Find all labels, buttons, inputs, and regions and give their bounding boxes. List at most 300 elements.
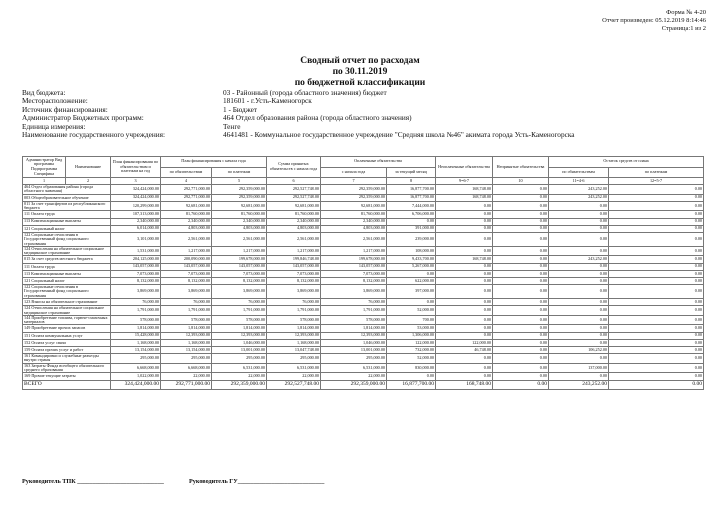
row-value: 700.00 [387, 315, 436, 325]
row-value: 8,132,000.00 [267, 277, 321, 284]
row-value: 292,359,000.00 [212, 184, 267, 194]
row-value: 12,393,000.00 [161, 332, 212, 339]
row-value: 0.00 [493, 263, 549, 270]
row-value: 7,444,000.00 [387, 201, 436, 211]
row-value: 13,154,000.00 [161, 346, 212, 353]
row-value: 9,433,700.00 [387, 256, 436, 263]
row-value: 0.00 [549, 325, 609, 332]
row-value: 0.00 [609, 339, 704, 346]
head-name: Наименование [66, 157, 111, 178]
row-value: 12,393,000.00 [212, 332, 267, 339]
row-value: 0.00 [493, 346, 549, 353]
row-value: 1,791,000.00 [161, 306, 212, 316]
column-number: 11=4-6 [549, 178, 609, 185]
row-value: 0.00 [387, 270, 436, 277]
row-value: 0.00 [493, 218, 549, 225]
row-value: 0.00 [436, 299, 493, 306]
head-rest-obligations: по обязательствам [549, 167, 609, 178]
row-value: 2,340,000.00 [161, 218, 212, 225]
row-value: 1,168,000.00 [161, 339, 212, 346]
row-value: 1,306,000.00 [387, 332, 436, 339]
row-value: 6,531,000.00 [212, 363, 267, 373]
row-value: 0.00 [387, 373, 436, 380]
row-value: 81,760,000.00 [212, 211, 267, 218]
table-row [23, 339, 704, 346]
row-value: 243,252.00 [549, 194, 609, 201]
row-value: 16,877,700.00 [387, 194, 436, 201]
info-value: 4641481 - Коммунальное государственное учреждение "Средняя школа №46" акимата города Усть-Каменогорска [223, 130, 575, 140]
row-value: 1,814,000.00 [267, 325, 321, 332]
row-value: 239,000.00 [387, 232, 436, 246]
row-value: 137,000.00 [549, 363, 609, 373]
row-value: 292,527,748.00 [267, 194, 321, 201]
row-name: 144 Приобретение топлива, горюче-смазочных материалов [23, 315, 111, 325]
row-value: 76,000.00 [321, 299, 387, 306]
row-value: 0.00 [549, 218, 609, 225]
row-name: 121 Социальный налог [23, 225, 111, 232]
row-value: 292,527,748.00 [267, 184, 321, 194]
row-value: 199,678,000.00 [321, 256, 387, 263]
row-value: 22,000.00 [212, 373, 267, 380]
row-value: 0.00 [549, 285, 609, 299]
table-row [23, 270, 704, 277]
row-value: 81,760,000.00 [321, 211, 387, 218]
head-rest-payments: по платежам [609, 167, 704, 178]
row-value: 106,252.00 [549, 346, 609, 353]
row-value: 2,340,000.00 [267, 218, 321, 225]
row-value: 168,748.00 [436, 256, 493, 263]
row-value: 0.00 [436, 354, 493, 364]
row-value: 0.00 [609, 354, 704, 364]
row-value: 292,359,000.00 [321, 184, 387, 194]
column-number: 9=6-7 [436, 178, 493, 185]
row-value: 0.00 [436, 332, 493, 339]
table-row [23, 277, 704, 284]
row-value: 292,359,000.00 [321, 194, 387, 201]
row-value: 1,814,000.00 [212, 325, 267, 332]
table-row [23, 211, 704, 218]
row-value: 13,001,000.00 [212, 346, 267, 353]
row-value: 397,000.00 [387, 285, 436, 299]
row-name: 122 Социальные отчисления в Государственный фонд социального страхования [23, 285, 111, 299]
row-name: 151 Оплата коммунальных услуг [23, 332, 111, 339]
row-value: 0.00 [436, 306, 493, 316]
table-row [23, 373, 704, 380]
row-value: 0.00 [493, 256, 549, 263]
row-value: 46,748.00 [436, 346, 493, 353]
table-row [23, 184, 704, 194]
row-value: 0.00 [493, 354, 549, 364]
row-value: 0.00 [493, 306, 549, 316]
row-value: 0.00 [436, 201, 493, 211]
row-value: 2,561,000.00 [212, 232, 267, 246]
info-label: Вид бюджета: [22, 88, 66, 97]
row-value: 0.00 [436, 218, 493, 225]
row-value: 391,000.00 [387, 225, 436, 232]
row-value: 7,073,000.00 [212, 270, 267, 277]
signature-gu: Руководитель ГУ____________________________ [188, 478, 325, 485]
row-value: 200,090,000.00 [161, 256, 212, 263]
table-row [23, 354, 704, 364]
row-value: 0.00 [549, 201, 609, 211]
row-value: 1,168,000.00 [111, 339, 161, 346]
row-name: 169 Прочие текущие затраты [23, 373, 111, 380]
row-value: 12,393,000.00 [321, 332, 387, 339]
row-value: 2,340,000.00 [321, 218, 387, 225]
row-value: 199,678,000.00 [212, 256, 267, 263]
total-label: ВСЕГО [23, 380, 111, 389]
row-value: 0.00 [493, 277, 549, 284]
row-value: 76,000.00 [161, 299, 212, 306]
info-label: Источник финансирования: [22, 104, 108, 114]
table-row [23, 315, 704, 325]
row-value: 1,791,000.00 [212, 306, 267, 316]
row-value: 0.00 [549, 354, 609, 364]
column-number: 1 [23, 178, 66, 185]
row-value: 4,803,000.00 [212, 225, 267, 232]
row-value: 732,000.00 [387, 346, 436, 353]
row-value: 0.00 [493, 270, 549, 277]
row-name: 161 Командировки и служебные разъезды внутри страны [23, 354, 111, 364]
row-value: 0.00 [493, 339, 549, 346]
column-numbers-row [23, 178, 704, 185]
row-name: 111 Оплата труда [23, 211, 111, 218]
total-value: 243,252.00 [549, 380, 609, 389]
row-value: 0.00 [549, 373, 609, 380]
table-row [23, 232, 704, 246]
row-value: 0.00 [436, 285, 493, 299]
row-value: 0.00 [493, 232, 549, 246]
row-value: 7,073,000.00 [321, 270, 387, 277]
row-value: 0.00 [609, 256, 704, 263]
row-value: 0.00 [609, 270, 704, 277]
row-value: 0.00 [609, 332, 704, 339]
row-value: 1,217,000.00 [321, 246, 387, 256]
row-value: 0.00 [609, 363, 704, 373]
title-line-2: по 30.11.2019 [332, 67, 388, 77]
row-value: 0.00 [436, 270, 493, 277]
row-value: 168,748.00 [436, 184, 493, 194]
total-value: 16,877,700.00 [387, 380, 436, 389]
table-row [23, 225, 704, 232]
row-value: 4,803,000.00 [321, 225, 387, 232]
row-value: 13,047,748.00 [267, 346, 321, 353]
table-row [23, 263, 704, 270]
row-value: 1,791,000.00 [321, 306, 387, 316]
row-value: 13,154,000.00 [111, 346, 161, 353]
head-plan-group: План финансирования с начала года [161, 157, 267, 168]
report-date: Отчет произведен: 05.12.2019 8:14:46 [602, 17, 706, 24]
total-value: 0.00 [609, 380, 704, 389]
table-row [23, 306, 704, 316]
row-value: 0.00 [549, 277, 609, 284]
row-value: 0.00 [436, 246, 493, 256]
row-value: 3,869,000.00 [212, 285, 267, 299]
row-value: 578,000.00 [321, 315, 387, 325]
row-value: 0.00 [609, 285, 704, 299]
row-value: 0.00 [609, 218, 704, 225]
row-value: 0.00 [609, 201, 704, 211]
column-number: 6 [267, 178, 321, 185]
signature-tpk: Руководитель ТПК ____________________________ [22, 478, 164, 485]
row-value: 0.00 [609, 315, 704, 325]
table-row [23, 299, 704, 306]
row-value: 6,014,000.00 [111, 225, 161, 232]
row-value: 8,132,000.00 [321, 277, 387, 284]
row-value: 12,393,000.00 [267, 332, 321, 339]
total-value: 168,748.00 [436, 380, 493, 389]
head-paid-group: Оплаченные обязательства [321, 157, 436, 168]
row-value: 2,561,000.00 [321, 232, 387, 246]
row-value: 4,803,000.00 [267, 225, 321, 232]
row-value: 830,000.00 [387, 363, 436, 373]
row-value: 6,668,000.00 [111, 363, 161, 373]
row-value: 292,771,000.00 [161, 184, 212, 194]
row-value: 0.00 [436, 373, 493, 380]
row-value: 7,073,000.00 [161, 270, 212, 277]
row-value: 1,217,000.00 [212, 246, 267, 256]
row-value: 76,000.00 [267, 299, 321, 306]
row-value: 6,668,000.00 [161, 363, 212, 373]
row-value: 52,000.00 [387, 354, 436, 364]
row-name: 124 Отчисления на обязательное социальное медицинское страхование [23, 246, 111, 256]
row-value: 8,132,000.00 [111, 277, 161, 284]
row-value: 1,814,000.00 [111, 325, 161, 332]
head-unaccepted: Непринятые обязательства [493, 157, 549, 178]
row-value: 0.00 [609, 211, 704, 218]
row-value: 6,531,000.00 [267, 363, 321, 373]
column-number: 5 [212, 178, 267, 185]
row-value: 0.00 [436, 315, 493, 325]
table-row [23, 246, 704, 256]
row-value: 122,000.00 [436, 339, 493, 346]
table-body [23, 184, 704, 389]
row-name: 152 Оплата услуг связи [23, 339, 111, 346]
row-value: 578,000.00 [111, 315, 161, 325]
column-number: 4 [161, 178, 212, 185]
row-value: 1,022,000.00 [111, 373, 161, 380]
row-value: 0.00 [609, 325, 704, 332]
head-plan-obligations: по обязательствам [161, 167, 212, 178]
row-value: 122,000.00 [387, 339, 436, 346]
total-row [23, 380, 704, 389]
row-value: 4,803,000.00 [161, 225, 212, 232]
row-value: 7,073,000.00 [267, 270, 321, 277]
row-value: 0.00 [493, 325, 549, 332]
row-value: 0.00 [436, 363, 493, 373]
row-value: 578,000.00 [161, 315, 212, 325]
info-value: 464 Отдел образования района (города областного значения) [223, 113, 412, 123]
row-name: 015 За счет средств местного бюджета [23, 256, 111, 263]
row-value: 0.00 [436, 263, 493, 270]
row-value: 1,046,000.00 [212, 339, 267, 346]
row-name: 123 Взносы на обязательное страхование [23, 299, 111, 306]
info-label: Наименование государственного учреждения: [22, 130, 166, 140]
row-value: 0.00 [493, 373, 549, 380]
total-value: 292,359,000.00 [321, 380, 387, 389]
row-value: 0.00 [387, 218, 436, 225]
info-row [22, 114, 575, 122]
info-value: 03 - Районный (города областного значения) бюджет [223, 88, 387, 97]
info-label: Единица измерения: [22, 121, 86, 131]
table-row [23, 218, 704, 225]
total-value: 0.00 [493, 380, 549, 389]
row-value: 92,681,000.00 [212, 201, 267, 211]
report-info [22, 89, 575, 139]
row-value: 3,101,000.00 [111, 232, 161, 246]
row-value: 15,428,000.00 [111, 332, 161, 339]
row-name: 464 Отдел образования района (города областного значения) [23, 184, 111, 194]
row-value: 8,132,000.00 [212, 277, 267, 284]
row-value: 578,000.00 [212, 315, 267, 325]
column-number: 10 [493, 178, 549, 185]
row-value: 243,252.00 [549, 256, 609, 263]
row-value: 1,791,000.00 [267, 306, 321, 316]
row-name: 159 Оплата прочих услуг и работ [23, 346, 111, 353]
row-value: 143,057,000.00 [321, 263, 387, 270]
info-value: 1 - Бюджет [223, 104, 258, 114]
row-value: 0.00 [549, 270, 609, 277]
row-value: 0.00 [609, 184, 704, 194]
row-value: 120,299,000.00 [111, 201, 161, 211]
row-name: 163 Затраты Фонда всеобщего обязательного среднего образования [23, 363, 111, 373]
row-value: 1,217,000.00 [161, 246, 212, 256]
row-value: 578,000.00 [267, 315, 321, 325]
total-value: 292,359,000.00 [212, 380, 267, 389]
row-value: 0.00 [549, 299, 609, 306]
row-value: 143,057,000.00 [212, 263, 267, 270]
row-value: 0.00 [493, 246, 549, 256]
table-row [23, 332, 704, 339]
row-value: 3,869,000.00 [161, 285, 212, 299]
row-value: 22,000.00 [321, 373, 387, 380]
row-value: 3,869,000.00 [321, 285, 387, 299]
total-value: 292,527,748.00 [267, 380, 321, 389]
head-unpaid: Неоплаченные обязательства [436, 157, 493, 178]
row-value: 0.00 [436, 277, 493, 284]
row-name: 121 Социальный налог [23, 277, 111, 284]
row-value: 3,869,000.00 [267, 285, 321, 299]
form-number: Форма № 4-20 [666, 9, 706, 16]
row-value: 0.00 [549, 332, 609, 339]
report-title [0, 56, 720, 89]
page-number: Страница:1 из 2 [661, 25, 706, 32]
row-name: 011 За счет трансфертов из республиканского бюджета [23, 201, 111, 211]
row-value: 5,267,000.00 [387, 263, 436, 270]
row-value: 0.00 [436, 211, 493, 218]
row-name: 003 Общеобразовательное обучение [23, 194, 111, 201]
row-value: 0.00 [609, 306, 704, 316]
info-value: 181601 - г.Усть-Каменогорск [223, 96, 312, 106]
row-value: 1,046,000.00 [321, 339, 387, 346]
row-value: 22,000.00 [267, 373, 321, 380]
row-value: 0.00 [549, 246, 609, 256]
row-value: 295,000.00 [212, 354, 267, 364]
row-value: 8,132,000.00 [161, 277, 212, 284]
row-value: 52,000.00 [387, 306, 436, 316]
row-value: 292,359,000.00 [212, 194, 267, 201]
title-line-3: по бюджетной классификации [294, 78, 426, 88]
row-value: 324,424,000.00 [111, 184, 161, 194]
row-value: 295,000.00 [321, 354, 387, 364]
row-value: 1,814,000.00 [161, 325, 212, 332]
row-value: 0.00 [493, 184, 549, 194]
row-value: 6,706,000.00 [387, 211, 436, 218]
row-value: 1,791,000.00 [111, 306, 161, 316]
info-label: Месторасположение: [22, 96, 88, 106]
row-value: 243,252.00 [549, 184, 609, 194]
column-number: 12=5-7 [609, 178, 704, 185]
row-value: 0.00 [549, 315, 609, 325]
row-value: 53,000.00 [387, 325, 436, 332]
report-meta [602, 9, 706, 33]
column-number: 3 [111, 178, 161, 185]
row-value: 199,846,748.00 [267, 256, 321, 263]
row-value: 292,771,000.00 [161, 194, 212, 201]
table-row [23, 194, 704, 201]
table-row [23, 256, 704, 263]
row-value: 0.00 [549, 225, 609, 232]
row-value: 0.00 [549, 232, 609, 246]
row-value: 2,561,000.00 [267, 232, 321, 246]
row-value: 0.00 [609, 277, 704, 284]
expense-table [22, 156, 704, 390]
row-value: 0.00 [549, 339, 609, 346]
info-label: Администратор Бюджетных программ: [22, 113, 144, 123]
title-line-1: Сводный отчет по расходам [300, 56, 420, 66]
row-value: 0.00 [387, 299, 436, 306]
info-row [22, 131, 575, 139]
table-row [23, 285, 704, 299]
total-value: 324,424,000.00 [111, 380, 161, 389]
head-paid-start: с начала года [321, 167, 387, 178]
row-value: 143,057,000.00 [267, 263, 321, 270]
row-value: 0.00 [609, 194, 704, 201]
row-value: 0.00 [436, 232, 493, 246]
column-number: 7 [321, 178, 387, 185]
table-row [23, 325, 704, 332]
row-name: 113 Компенсационные выплаты [23, 218, 111, 225]
total-value: 292,771,000.00 [161, 380, 212, 389]
row-value: 3,869,000.00 [111, 285, 161, 299]
row-value: 0.00 [493, 315, 549, 325]
row-value: 22,000.00 [161, 373, 212, 380]
row-value: 0.00 [493, 363, 549, 373]
row-value: 81,760,000.00 [161, 211, 212, 218]
head-plan: План финансирования по обязательствам и платежам на год [111, 157, 161, 178]
row-value: 0.00 [609, 373, 704, 380]
table-row [23, 201, 704, 211]
row-value: 295,000.00 [111, 354, 161, 364]
row-value: 107,313,000.00 [111, 211, 161, 218]
row-value: 1,814,000.00 [321, 325, 387, 332]
row-value: 0.00 [493, 225, 549, 232]
row-name: 111 Оплата труда [23, 263, 111, 270]
row-value: 0.00 [609, 246, 704, 256]
row-value: 295,000.00 [267, 354, 321, 364]
row-value: 13,001,000.00 [321, 346, 387, 353]
row-value: 0.00 [609, 232, 704, 246]
column-number: 8 [387, 178, 436, 185]
row-name: 122 Социальные отчисления в Государственный фонд социального страхования [23, 232, 111, 246]
column-number: 2 [66, 178, 111, 185]
row-name: 124 Отчисления на обязательное социальное медицинское страхование [23, 306, 111, 316]
row-value: 143,057,000.00 [161, 263, 212, 270]
info-value: Тенге [223, 121, 241, 131]
row-value: 108,000.00 [387, 246, 436, 256]
head-rest-group: Остаток средств от плана [549, 157, 704, 168]
row-value: 0.00 [493, 332, 549, 339]
